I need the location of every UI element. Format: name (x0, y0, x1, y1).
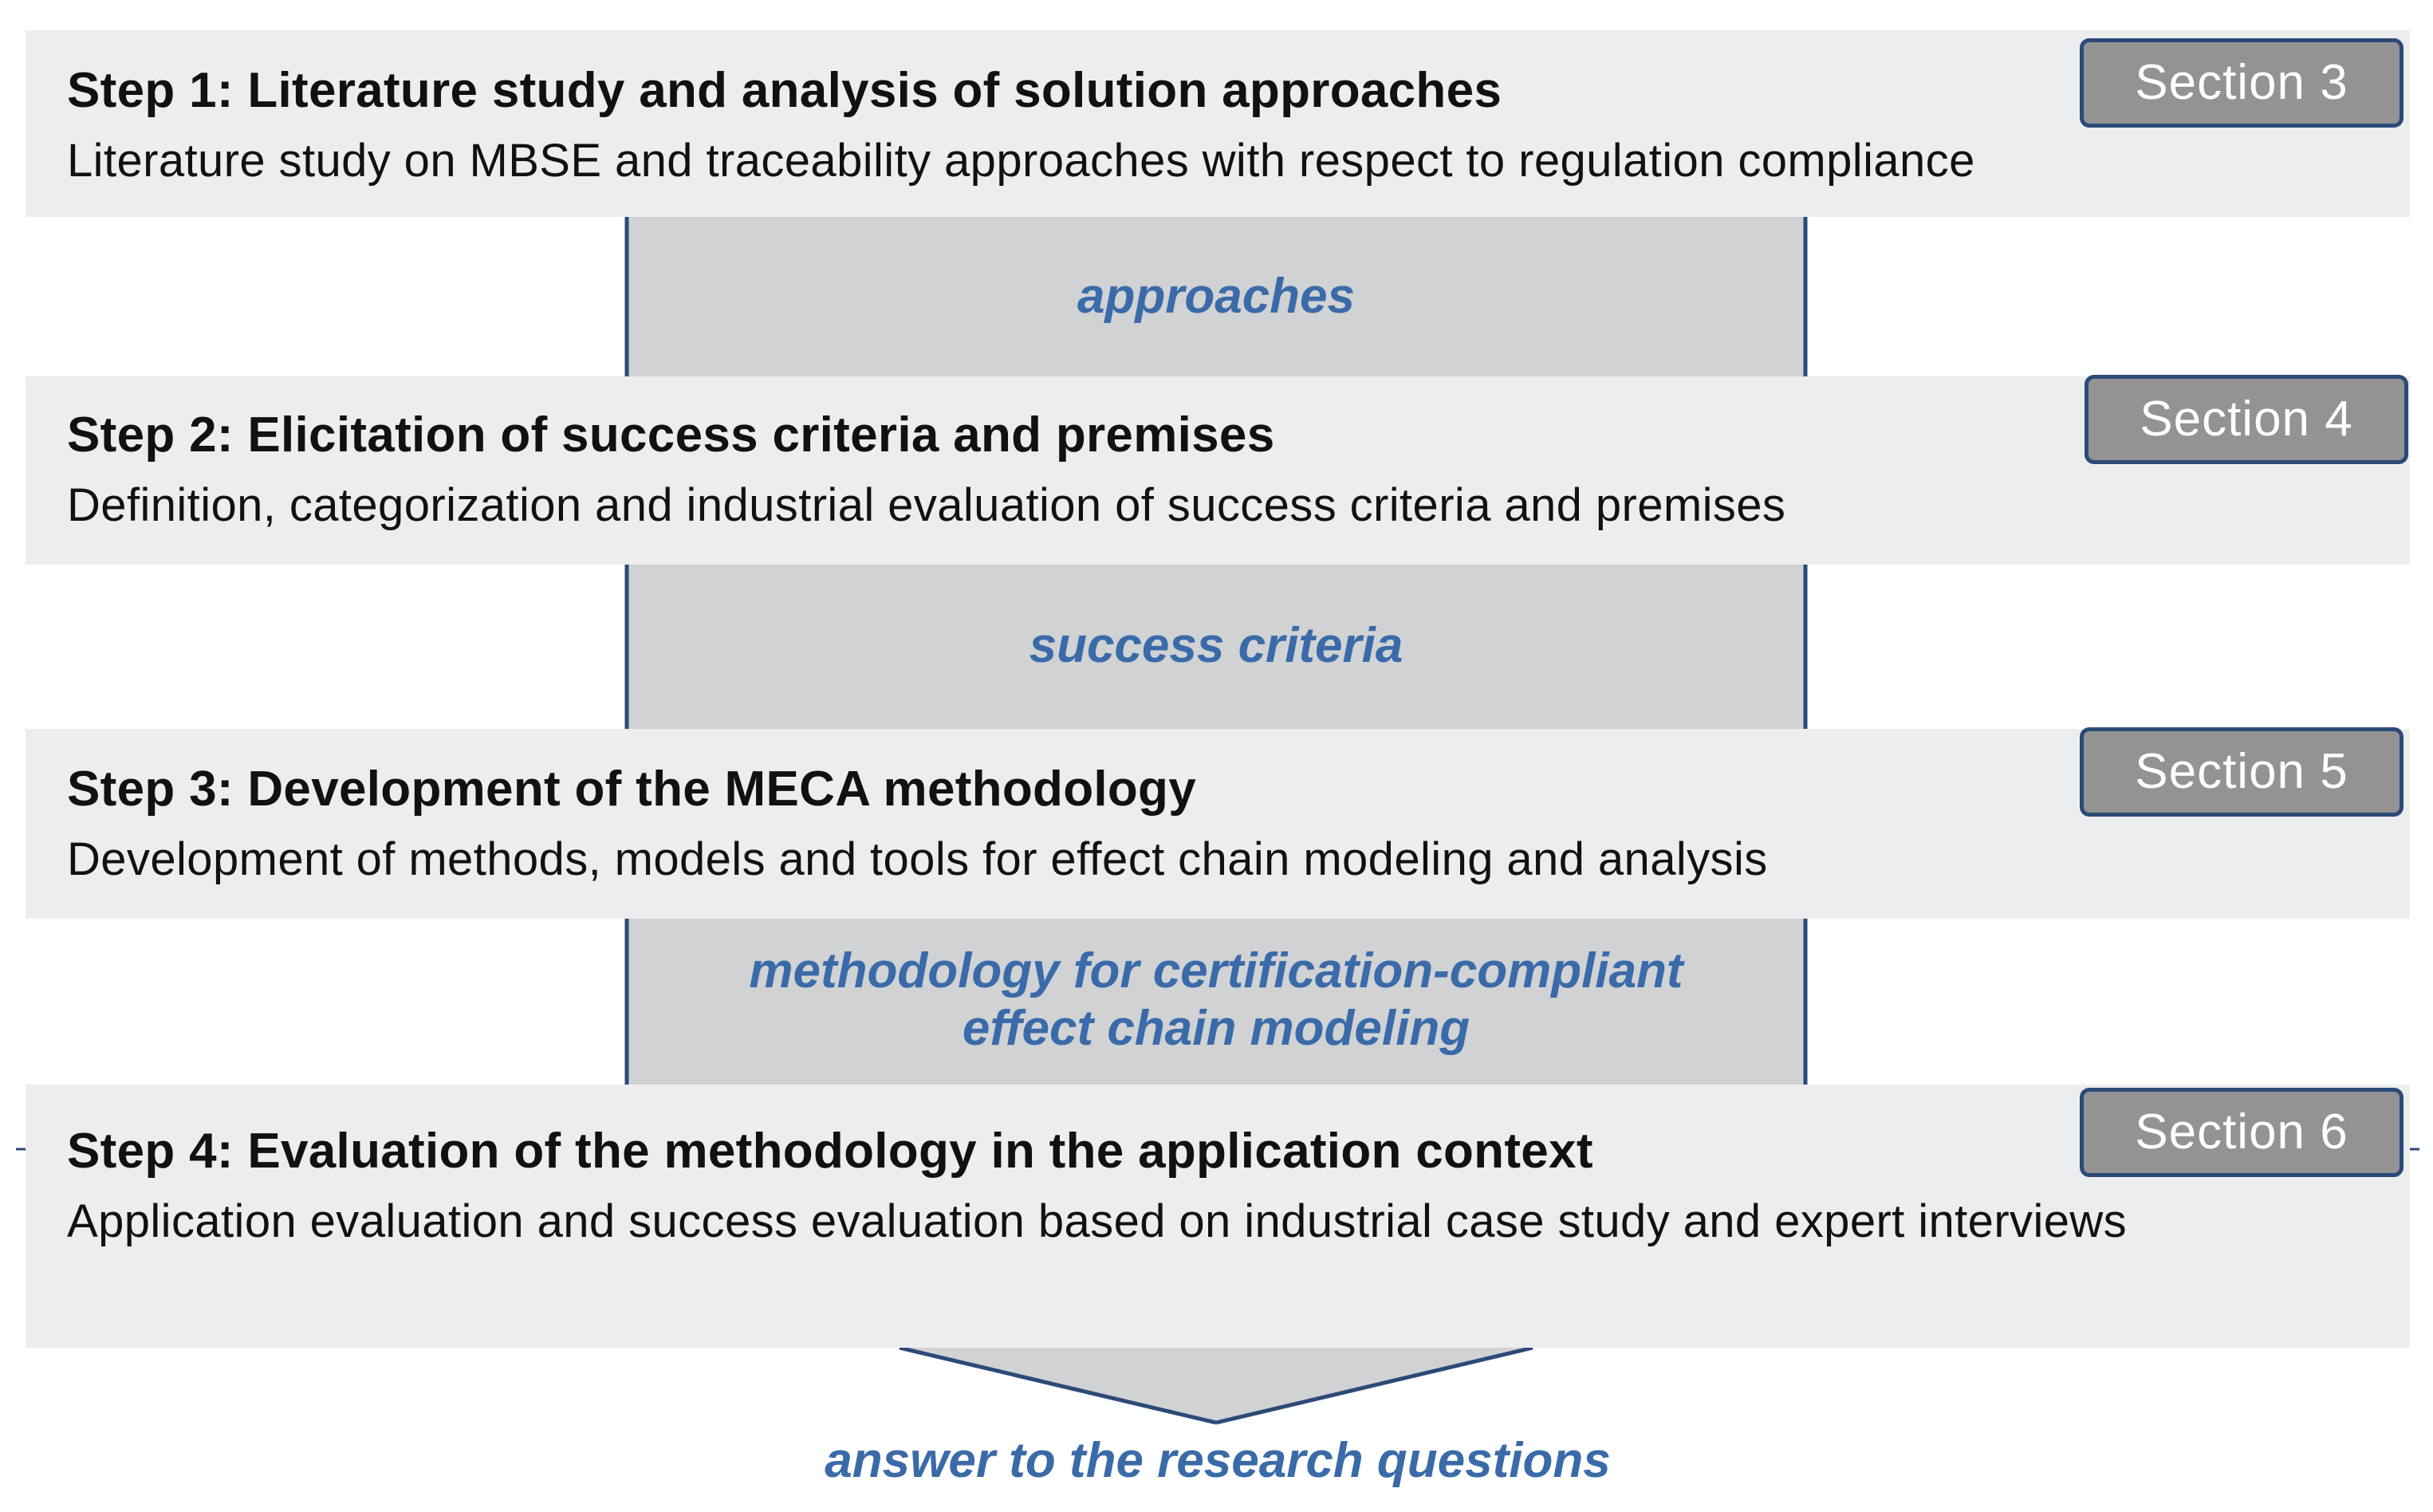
connector-1-label: approaches (1077, 269, 1356, 324)
connector-2-label: success criteria (1029, 618, 1404, 673)
step-3-title: Step 3: Development of the MECA methodology (67, 762, 1197, 817)
step-1-title: Step 1: Literature study and analysis of solution approaches (67, 63, 1502, 118)
step-4-description: Application evaluation and success evaluation based on industrial case study and expert interviews (67, 1195, 2128, 1247)
step-2-box (26, 376, 2410, 565)
connector-3-label-line-2: effect chain modeling (962, 1001, 1470, 1056)
step-4-box (26, 1085, 2410, 1348)
section-badge-step-2: Section 4 (2085, 375, 2408, 464)
output-label: answer to the research questions (825, 1433, 1611, 1488)
section-badge-step-4: Section 6 (2080, 1088, 2403, 1177)
step-3-box (26, 729, 2410, 919)
section-badge-step-3: Section 5 (2080, 727, 2403, 817)
section-badge-step-1: Section 3 (2080, 38, 2403, 128)
step-2-description: Definition, categorization and industrial evaluation of success criteria and premises (67, 479, 1786, 531)
step-4-title: Step 4: Evaluation of the methodology in the application context (67, 1124, 1593, 1179)
step-1-description: Literature study on MBSE and traceability approaches with respect to regulation compliance (67, 135, 1975, 187)
step-3-description: Development of methods, models and tools for effect chain modeling and analysis (67, 833, 1768, 885)
step-1-box (26, 30, 2410, 217)
output-arrow (900, 1348, 1533, 1423)
connector-3-label-line-1: methodology for certification-compliant (749, 943, 1683, 998)
step-2-title: Step 2: Elicitation of success criteria and premises (67, 408, 1275, 463)
